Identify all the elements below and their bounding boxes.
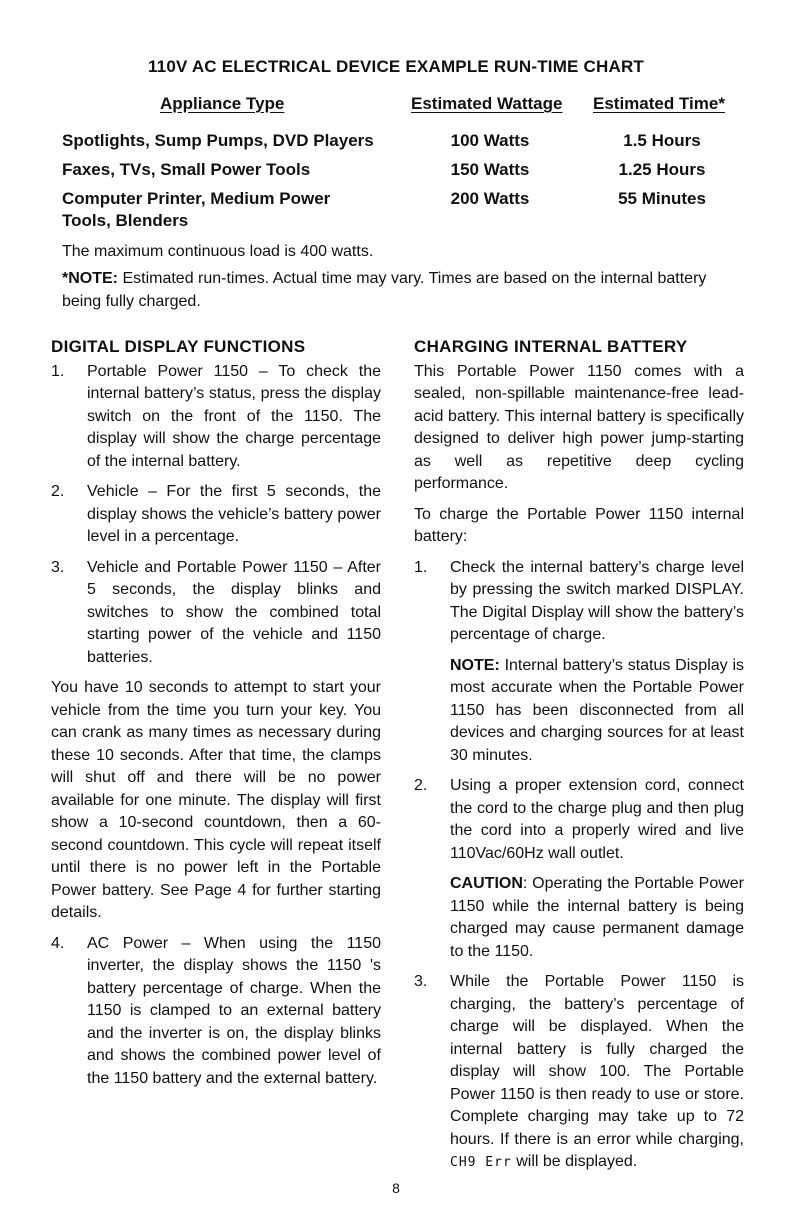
list-item xyxy=(414,971,744,1175)
time-cell: 55 Minutes xyxy=(618,189,706,208)
caution-text: : Operating the Portable Power 1150 while the internal battery is being charged may cause permanent damage to the 1150. xyxy=(450,875,744,960)
list-text: While the Portable Power 1150 is charging, the battery’s percentage of charge will be displayed. When the internal battery is fully charged the display will show 100. The Portable Power 1150 is then ready to use or store. Complete charging may take up to 72 hours. If there is an error while charging, xyxy=(450,973,744,1148)
wattage-cell: 100 Watts xyxy=(450,131,530,150)
charging-note xyxy=(450,655,744,768)
list-text: Portable Power 1150 – To check the internal battery’s status, press the display switch on the front of the 1150. The display will show the charge percentage of the internal battery. xyxy=(87,362,381,470)
list-number: 4. xyxy=(51,934,65,952)
chart-note xyxy=(62,267,742,313)
list-item xyxy=(51,481,381,549)
time-cell: 1.25 Hours xyxy=(618,160,706,179)
header-estimated-wattage: Estimated Wattage xyxy=(411,94,563,113)
digital-display-list xyxy=(51,361,381,670)
section-title-digital-display: DIGITAL DISPLAY FUNCTIONS xyxy=(51,337,306,356)
time-cell: 1.5 Hours xyxy=(623,131,701,150)
charging-steps xyxy=(414,557,744,1175)
header-appliance-type: Appliance Type xyxy=(160,94,285,113)
list-text: Using a proper extension cord, connect the cord to the charge plug and then plug the cord into a properly wired and live 110Vac/60Hz wall outlet. xyxy=(450,777,744,862)
error-code-display: CH9 Err xyxy=(450,1155,512,1170)
charging-lead: To charge the Portable Power 1150 internal battery: xyxy=(414,505,744,545)
appliance-cell: Computer Printer, Medium Power Tools, Blenders xyxy=(62,189,331,230)
charging-section xyxy=(414,336,744,1183)
list-item xyxy=(51,361,381,474)
list-number: 2. xyxy=(51,483,65,500)
appliance-cell: Faxes, TVs, Small Power Tools xyxy=(62,160,311,179)
list-item xyxy=(51,933,381,1091)
note-label: *NOTE: xyxy=(62,270,118,287)
page-number: 8 xyxy=(392,1180,400,1196)
note-label: NOTE: xyxy=(450,656,500,674)
header-estimated-time: Estimated Time* xyxy=(593,94,725,113)
section-title-charging: CHARGING INTERNAL BATTERY xyxy=(414,337,688,356)
crank-paragraph: You have 10 seconds to attempt to start your vehicle from the time you turn your key. You can crank as many times as necessary during these 10 seconds. After that time, the clamps will shut off and there will be no power available for one minute. The display will first show a 10-second countdown, then a 60-second countdown. This cycle will repeat itself until there is no power left in the Portable Power battery. See Page 4 for further starting details. xyxy=(51,679,381,921)
note-text: Internal battery’s status Display is most accurate when the Portable Power 1150 has been disconnected from all devices and charging sources for at least 30 minutes. xyxy=(450,656,744,764)
charging-intro: This Portable Power 1150 comes with a sealed, non-spillable maintenance-free lead-acid battery. This internal battery is specifically designed to deliver high power jump-starting as well as repetitive deep cycling performance. xyxy=(414,362,744,492)
wattage-cell: 150 Watts xyxy=(450,160,530,179)
list-number: 3. xyxy=(414,973,428,990)
charging-caution xyxy=(450,873,744,963)
digital-display-section xyxy=(51,336,381,1098)
digital-display-list-continued xyxy=(51,933,381,1091)
appliance-cell: Spotlights, Sump Pumps, DVD Players xyxy=(62,131,374,150)
list-text: Check the internal battery’s charge level by pressing the switch marked DISPLAY. The Digital Display will show the battery’s percentage of charge. xyxy=(450,558,744,643)
list-text-end: will be displayed. xyxy=(511,1153,638,1170)
list-number: 1. xyxy=(51,362,65,380)
list-item xyxy=(51,557,381,670)
list-text: Vehicle – For the first 5 seconds, the display shows the vehicle’s battery power level in a percentage. xyxy=(87,483,381,545)
note-text: Estimated run-times. Actual time may vary. Times are based on the internal battery being fully charged. xyxy=(62,270,707,310)
list-item xyxy=(414,557,744,768)
list-text: AC Power – When using the 1150 inverter, the display shows the 1150 's battery percentage of charge. When the 1150 is clamped to an external battery and the inverter is on, the display blinks and shows the combined power level of the 1150 battery and the external battery. xyxy=(87,934,381,1087)
list-number: 3. xyxy=(51,558,65,576)
wattage-cell: 200 Watts xyxy=(450,189,530,208)
list-number: 1. xyxy=(414,558,428,576)
max-load-text: The maximum continuous load is 400 watts. xyxy=(62,243,374,260)
caution-label: CAUTION xyxy=(450,875,523,892)
list-number: 2. xyxy=(414,777,428,794)
list-item xyxy=(414,775,744,963)
list-text: Vehicle and Portable Power 1150 – After 5 seconds, the display blinks and switches to show the combined total starting power of the vehicle and 1150 batteries. xyxy=(87,558,381,666)
chart-title: 110V AC ELECTRICAL DEVICE EXAMPLE RUN-TIME CHART xyxy=(147,57,645,76)
